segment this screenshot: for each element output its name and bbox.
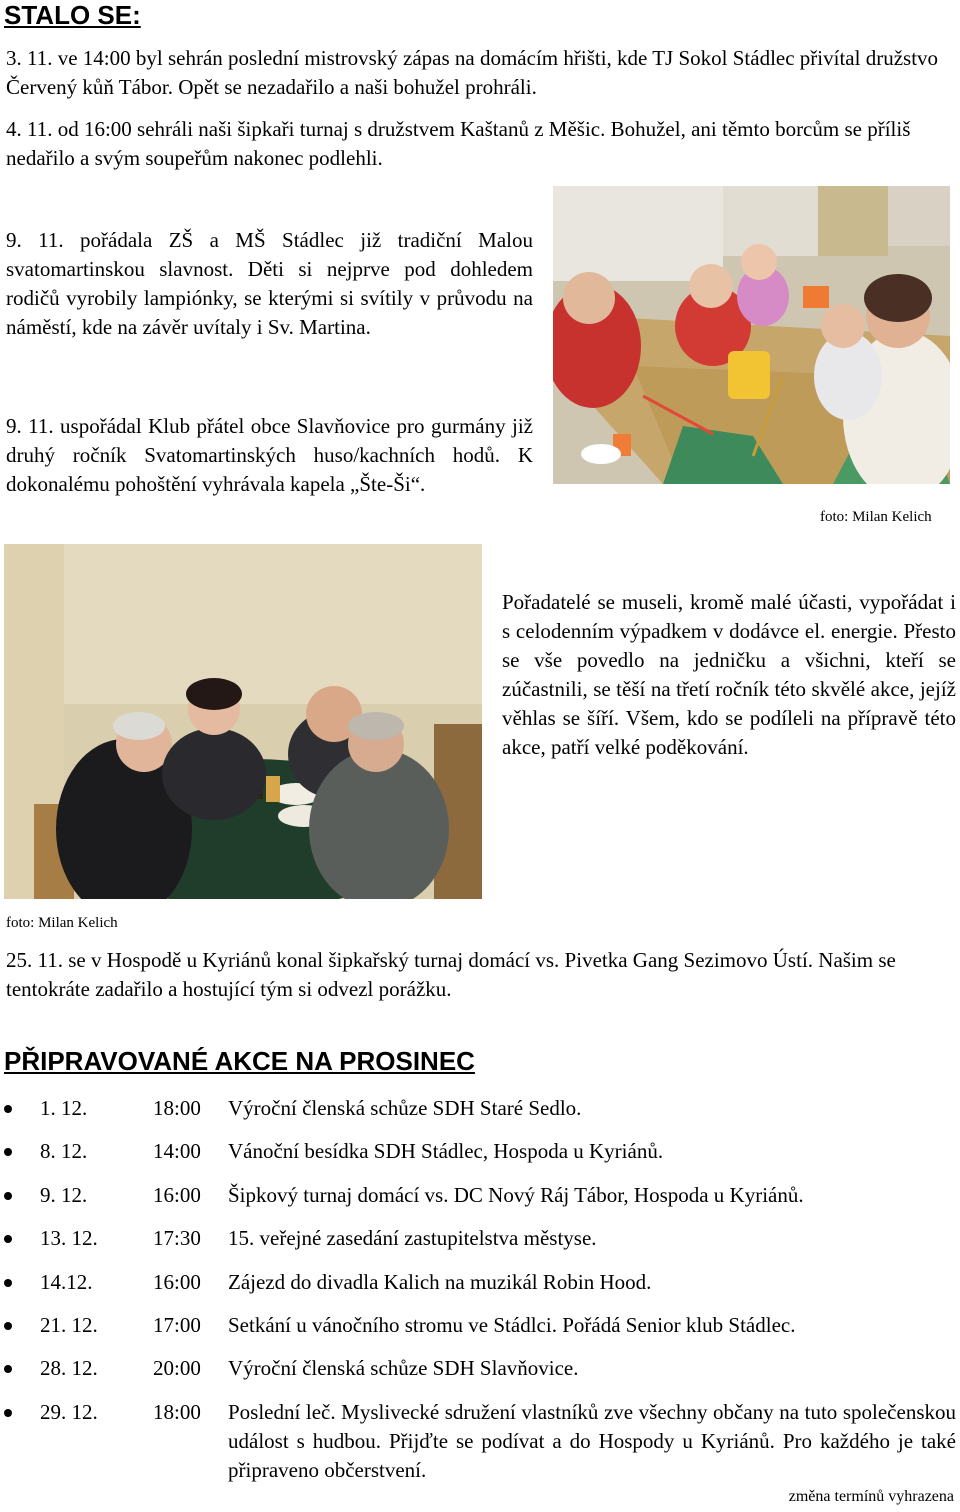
event-date: 8. 12. — [40, 1139, 88, 1163]
bullet-icon — [4, 1105, 12, 1113]
event-date: 14.12. — [40, 1270, 93, 1294]
event-time: 17:30 — [153, 1226, 201, 1250]
bullet-icon — [4, 1192, 12, 1200]
event-time: 20:00 — [153, 1356, 201, 1380]
event-date: 21. 12. — [40, 1313, 98, 1337]
event-description: Zájezd do divadla Kalich na muzikál Robin Hood. — [228, 1270, 652, 1294]
bullet-icon — [4, 1365, 12, 1373]
photo-caption-1: foto: Milan Kelich — [820, 509, 932, 525]
bullet-icon — [4, 1322, 12, 1330]
paragraph-darts-pivetka: 25. 11. se v Hospodě u Kyriánů konal šipkařský turnaj domácí vs. Pivetka Gang Sezimovo Ústí. Našim se tentokráte zadařilo a hostující tým si odvezl porážku. — [6, 948, 896, 1001]
paragraph-svatomartinska-slavnost: 9. 11. pořádala ZŠ a MŠ Stádlec již tradiční Malou svatomartinskou slavnost. Děti si nejprve pod dohledem rodičů vyrobily lampiónky, se kterými si svítily v průvodu na náměstí, kde na závěr uvítaly i Sv. Martina. — [6, 228, 533, 339]
event-description: Vánoční besídka SDH Stádlec, Hospoda u Kyriánů. — [228, 1139, 664, 1163]
event-date: 28. 12. — [40, 1356, 98, 1380]
photo-caption-2: foto: Milan Kelich — [6, 915, 118, 931]
event-time: 14:00 — [153, 1139, 201, 1163]
photo-children-lanterns — [553, 186, 950, 484]
event-time: 16:00 — [153, 1183, 201, 1207]
section-heading-prosinec: PŘIPRAVOVANÉ AKCE NA PROSINEC — [4, 1046, 475, 1076]
event-description: Výroční členská schůze SDH Slavňovice. — [228, 1356, 579, 1380]
event-description: 15. veřejné zasedání zastupitelstva městyse. — [228, 1226, 597, 1250]
event-description: Výroční členská schůze SDH Staré Sedlo. — [228, 1096, 582, 1120]
event-date: 9. 12. — [40, 1183, 88, 1207]
bullet-icon — [4, 1148, 12, 1156]
event-description: Setkání u vánočního stromu ve Stádlci. Pořádá Senior klub Stádlec. — [228, 1313, 796, 1337]
paragraph-darts-kastany: 4. 11. od 16:00 sehráli naši šipkaři turnaj s družstvem Kaštanů z Měšic. Bohužel, ani těmto borcům se příliš nedařilo a svým soupeřům nakonec podlehli. — [6, 117, 911, 170]
event-date: 13. 12. — [40, 1226, 98, 1250]
event-time: 18:00 — [153, 1096, 201, 1120]
event-time: 16:00 — [153, 1270, 201, 1294]
event-description: Šipkový turnaj domácí vs. DC Nový Ráj Tábor, Hospoda u Kyriánů. — [228, 1183, 804, 1207]
bullet-icon — [4, 1409, 12, 1417]
bullet-icon — [4, 1235, 12, 1243]
section-heading-stalo-se: STALO SE: — [4, 0, 141, 30]
paragraph-husi-hody: 9. 11. uspořádal Klub přátel obce Slavňovice pro gurmány již druhý ročník Svatomartinských huso/kachních hodů. K dokonalému pohoštění vyhrávala kapela „Šte-Ši“. — [6, 414, 533, 496]
event-time: 17:00 — [153, 1313, 201, 1337]
photo-dinner-guests — [4, 544, 482, 899]
paragraph-football-match: 3. 11. ve 14:00 byl sehrán poslední mistrovský zápas na domácím hřišti, kde TJ Sokol Stádlec přivítal družstvo Červený kůň Tábor. Opět se nezadařilo a naši bohužel prohráli. — [6, 46, 939, 99]
event-time: 18:00 — [153, 1400, 201, 1424]
event-date: 1. 12. — [40, 1096, 88, 1120]
paragraph-poradatele: Pořadatelé se museli, kromě malé účasti, vypořádat i s celodenním výpadkem v dodávce el. energie. Přesto se vše povedlo na jedničku a všichni, kteří se zúčastnili, se těší na třetí ročník této skvělé akce, jejíž věhlas se šíří. Všem, kdo se podíleli na přípravě této akce, patří velké poděkování. — [502, 590, 956, 759]
event-date: 29. 12. — [40, 1400, 98, 1424]
footnote-schedule-changes: změna termínů vyhrazena — [788, 1488, 954, 1505]
event-description: Poslední leč. Myslivecké sdružení vlastníků zve všechny občany na tuto společenskou událost s hudbou. Přijďte se podívat a do Hospody u Kyriánů. Pro každého je také připraveno občerstvení. — [228, 1400, 956, 1482]
bullet-icon — [4, 1279, 12, 1287]
